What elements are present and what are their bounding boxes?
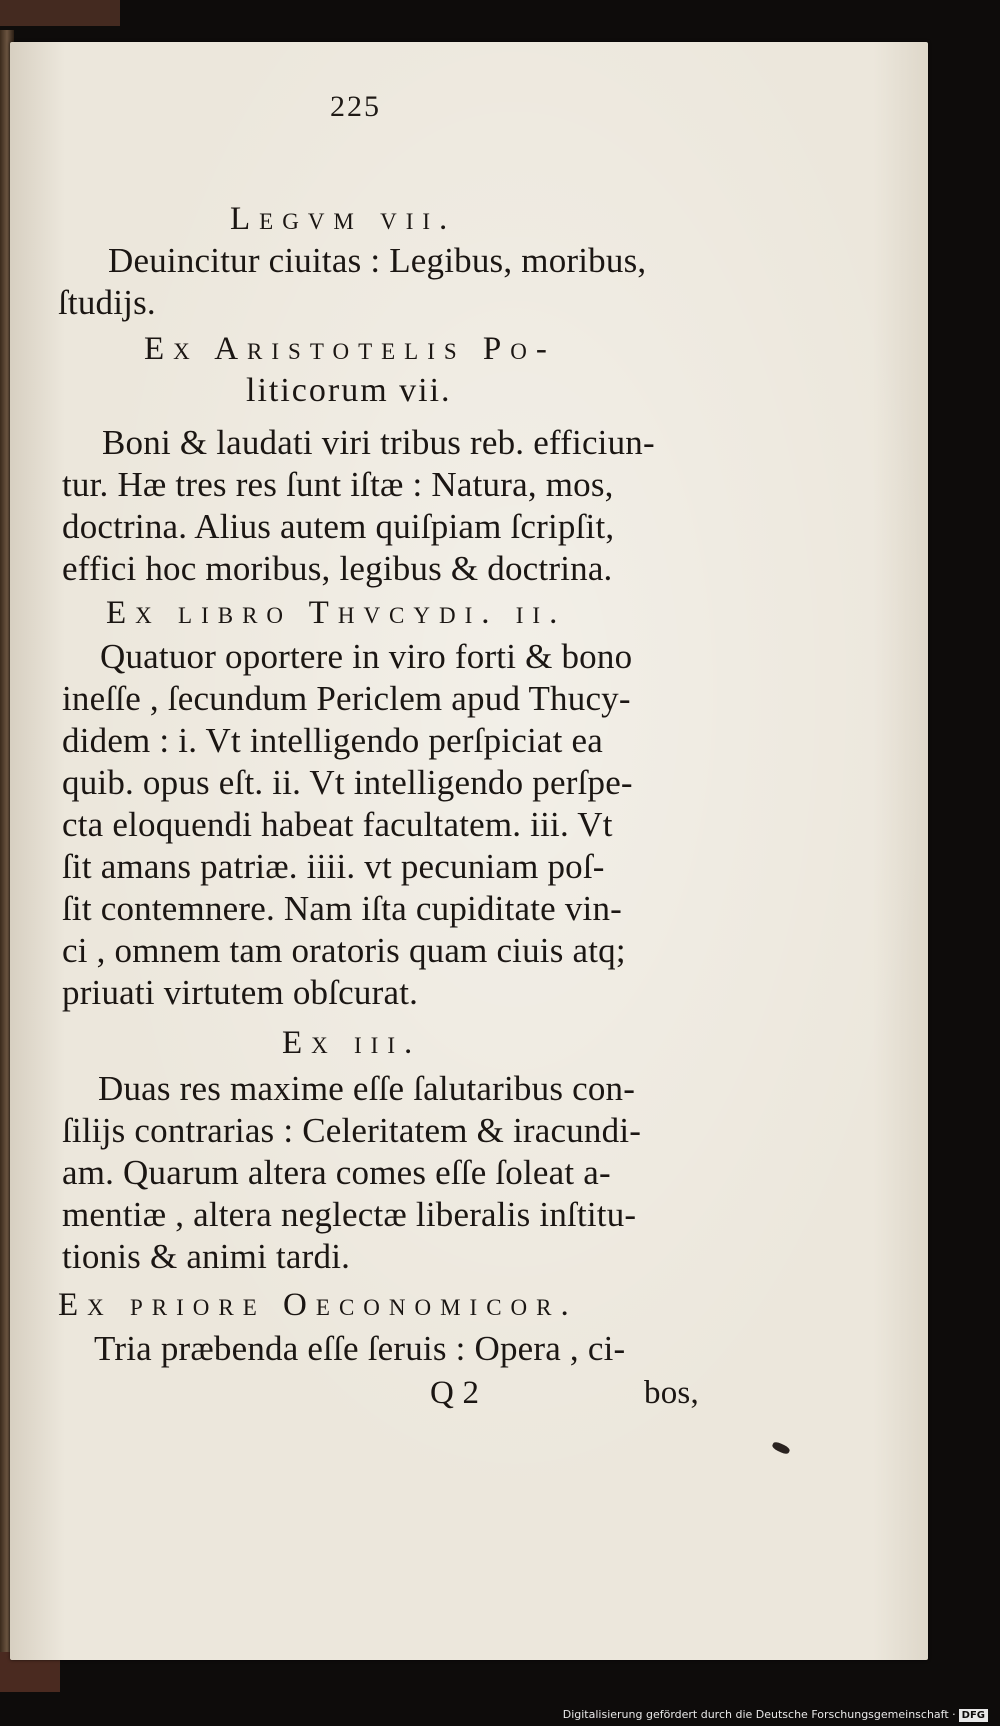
text-line: ſit amans patriæ. iiii. vt pecuniam poſ- xyxy=(62,847,605,886)
heading-ex-iii: Ex iii. xyxy=(282,1025,422,1061)
page-number: 225 xyxy=(330,90,381,123)
paper-blemish xyxy=(771,1441,791,1456)
text-line: didem : i. Vt intelligendo perſpiciat ea xyxy=(62,721,603,760)
text-line: tur. Hæ tres res ſunt iſtæ : Natura, mos, xyxy=(62,465,614,504)
dfg-logo-icon: DFG xyxy=(959,1709,988,1722)
credit-text: Digitalisierung gefördert durch die Deutsche Forschungsgemeinschaft · xyxy=(562,1708,956,1721)
text-line: am. Quarum altera comes eſſe ſoleat a- xyxy=(62,1153,611,1192)
text-line: mentiæ , altera neglectæ liberalis inſtitu- xyxy=(62,1195,637,1234)
text-line: ſtudijs. xyxy=(58,283,156,322)
text-line: ci , omnem tam oratoris quam ciuis atq; xyxy=(62,931,626,970)
signature-mark: Q 2 xyxy=(430,1375,480,1411)
text-line: Boni & laudati viri tribus reb. efficiun- xyxy=(102,423,655,462)
heading-oeconomicor: Ex priore Oeconomicor. xyxy=(58,1287,578,1323)
catchword: bos, xyxy=(644,1375,699,1411)
text-line: priuati virtutem obſcurat. xyxy=(62,973,419,1012)
text-line: Tria præbenda eſſe ſeruis : Opera , ci- xyxy=(94,1329,626,1368)
heading-aristotle-cont: liticorum vii. xyxy=(246,372,452,409)
text-line: cta eloquendi habeat facultatem. iii. Vt xyxy=(62,805,613,844)
text-line: tionis & animi tardi. xyxy=(62,1237,351,1276)
digitization-credit xyxy=(563,1708,988,1722)
text-line: ineſſe , ſecundum Periclem apud Thucy- xyxy=(62,679,631,718)
text-line: quib. opus eſt. ii. Vt intelligendo perſpe- xyxy=(62,763,633,802)
heading-legum: Legvm vii. xyxy=(230,201,457,237)
text-line: ſilijs contrarias : Celeritatem & iracundi- xyxy=(62,1111,642,1150)
heading-aristotle: Ex Aristotelis Po- xyxy=(144,331,556,367)
book-page xyxy=(10,42,928,1660)
text-line: doctrina. Alius autem quiſpiam ſcripſit, xyxy=(62,507,615,546)
text-line: Duas res maxime eſſe ſalutaribus con- xyxy=(98,1069,636,1108)
text-line: effici hoc moribus, legibus & doctrina. xyxy=(62,549,613,588)
book-cover-corner xyxy=(0,0,120,26)
text-line: ſit contemnere. Nam iſta cupiditate vin- xyxy=(62,889,623,928)
heading-thucydides: Ex libro Thvcydi. ii. xyxy=(106,595,567,631)
text-line: Deuincitur ciuitas : Legibus, moribus, xyxy=(108,241,647,280)
text-line: Quatuor oportere in viro forti & bono xyxy=(100,637,633,676)
